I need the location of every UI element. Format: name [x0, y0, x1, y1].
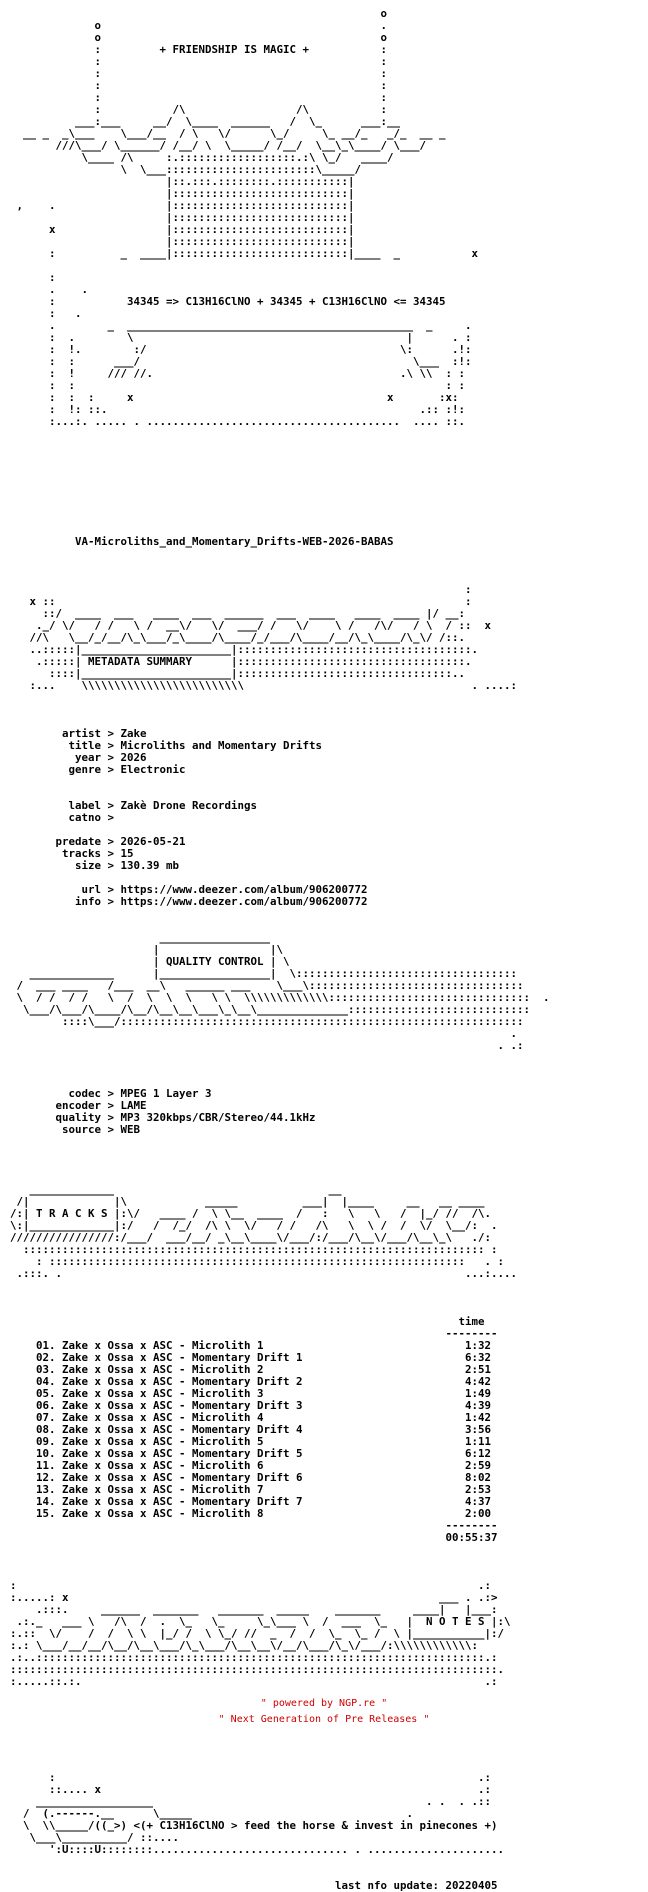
nfo-line: 14. Zake x Ossa x ASC - Momentary Drift 7 4:37	[10, 1495, 492, 1508]
nfo-line: \ / / / / \ / \ \ \ \ \ \\\\\\\\\\\\\::::::::::::::::::::::::::::::: .	[10, 991, 550, 1004]
nfo-line: --------	[10, 1519, 498, 1532]
nfo-line: 01. Zake x Ossa x ASC - Microlith 1 1:32	[10, 1339, 492, 1352]
nfo-line: |:::::::::::::::::::::::::::|	[10, 235, 355, 248]
nfo-line: _________________	[10, 931, 271, 944]
nfo-line: 07. Zake x Ossa x ASC - Microlith 4 1:42	[10, 1411, 492, 1424]
nfo-line: : . \ | . :	[10, 331, 472, 344]
nfo-line: |:::::::::::::::::::::::::::|	[10, 187, 355, 200]
nfo-line: / ___ ____ /___ __\ ______ ___ \___\:::::::::::::::::::::::::::::::::	[10, 979, 524, 992]
nfo-line: \___\__________/ ::....	[10, 1831, 180, 1844]
nfo-line: | |\	[10, 943, 284, 956]
nfo-line: ._/ \/ / / \ / __\/ \/ ___/ / \/ \ / /\/ / \ / :: x	[10, 619, 492, 632]
nfo-line: : /\ /\ :	[10, 103, 388, 116]
nfo-line: |::.:::.::::::::.:::::::::::|	[10, 175, 355, 188]
nfo-line: 08. Zake x Ossa x ASC - Momentary Drift 4 3:56	[10, 1423, 492, 1436]
nfo-line: year > 2026	[10, 751, 147, 764]
nfo-line: o .	[10, 19, 388, 32]
nfo-line: url > https://www.deezer.com/album/906200772	[10, 883, 368, 896]
nfo-line: title > Microliths and Momentary Drifts	[10, 739, 323, 752]
nfo-line: :.....: x ___ . .:>	[10, 1591, 498, 1604]
nfo-line: : .:	[10, 1771, 492, 1784]
nfo-line: encoder > LAME	[10, 1099, 147, 1112]
nfo-line: | QUALITY CONTROL | \	[10, 955, 290, 968]
nfo-line: 11. Zake x Ossa x ASC - Microlith 6 2:59	[10, 1459, 492, 1472]
nfo-line: : + FRIENDSHIP IS MAGIC + :	[10, 43, 388, 56]
nfo-line: source > WEB	[10, 1123, 141, 1136]
nfo-line: : _ ____|:::::::::::::::::::::::::::|____ _ x	[10, 247, 479, 260]
nfo-line: \ \___:::::::::::::::::::::::\_____/	[10, 163, 368, 176]
nfo-line: : !: ::. .:: :!:	[10, 403, 466, 416]
nfo-line: 04. Zake x Ossa x ASC - Momentary Drift 2 4:42	[10, 1375, 492, 1388]
nfo-line: 09. Zake x Ossa x ASC - Microlith 5 1:11	[10, 1435, 492, 1448]
nfo-line: 12. Zake x Ossa x ASC - Momentary Drift 6 8:02	[10, 1471, 492, 1484]
nfo-line: : :	[10, 91, 388, 104]
nfo-line: . .:	[10, 1039, 524, 1052]
nfo-line: : :	[10, 55, 388, 68]
nfo-line: 10. Zake x Ossa x ASC - Momentary Drift 5 6:12	[10, 1447, 492, 1460]
nfo-line: ':U::::U::::::::.............................. . .....................	[10, 1843, 505, 1856]
nfo-line: : : ___/ \___ :!:	[10, 355, 472, 368]
nfo-line: : ! /// //. .\ \\ : :	[10, 367, 466, 380]
nfo-line: : : : :	[10, 379, 466, 392]
nfo-line: :.....::.:. .:	[10, 1675, 498, 1688]
nfo-line: 05. Zake x Ossa x ASC - Microlith 3 1:49	[10, 1387, 492, 1400]
nfo-line: ::::\___/::::::::::::::::::::::::::::::::::::::::::::::::::::::::::::::	[10, 1015, 524, 1028]
nfo-line: 03. Zake x Ossa x ASC - Microlith 2 2:51	[10, 1363, 492, 1376]
nfo-line: :	[10, 271, 56, 284]
nfo-line: :...:. ..... . ....................................... .... ::.	[10, 415, 466, 428]
nfo-line: label > Zakè Drone Recordings	[10, 799, 258, 812]
nfo-line: last nfo update: 20220405	[10, 1879, 498, 1892]
nfo-line: :... \\\\\\\\\\\\\\\\\\\\\\\\\ . ....:	[10, 679, 518, 692]
nfo-line: ___:___ __/ \____ ______ / \_ ___:__	[10, 115, 401, 128]
nfo-line: .:::. . ...:....	[10, 1267, 518, 1280]
nfo-line: :.:: \/ / / \ \ |_/ / \ \_/ // _ / / \_ \_ / \ |___________|:/	[10, 1627, 505, 1640]
nfo-line: genre > Electronic	[10, 763, 186, 776]
nfo-line: __ _ _\___ \___/__ / \ \/ \_/ \_ __/_ _/_ __ _	[10, 127, 446, 140]
footer	[0, 1696, 648, 1728]
nfo-line: quality > MP3 320kbps/CBR/Stereo/44.1kHz	[10, 1111, 316, 1124]
nfo-line: .:..:::::::::::::::::::::::::::::::::::::::::::::::::::::::::::::::::::::.:	[10, 1651, 498, 1664]
nfo-line: 02. Zake x Ossa x ASC - Momentary Drift 1 6:32	[10, 1351, 492, 1364]
nfo-line: _____________ __	[10, 1183, 342, 1196]
nfo-line: . _ ____________________________________________ _ .	[10, 319, 472, 332]
nfo-line: 06. Zake x Ossa x ASC - Momentary Drift 3 4:39	[10, 1399, 492, 1412]
nfo-line: tracks > 15	[10, 847, 134, 860]
footer-tagline: " Next Generation of Pre Releases "	[218, 1714, 430, 1725]
nfo-line: x :: :	[10, 595, 472, 608]
nfo-line: info > https://www.deezer.com/album/906200772	[10, 895, 368, 908]
nfo-line: catno >	[10, 811, 115, 824]
nfo-ascii-art	[10, 8, 550, 1892]
nfo-line: ::::|_______________________|:::::::::::::::::::::::::::::::::..	[10, 667, 466, 680]
nfo-line: x |:::::::::::::::::::::::::::|	[10, 223, 355, 236]
nfo-line: predate > 2026-05-21	[10, 835, 186, 848]
nfo-line: \____ /\ :.::::::::::::::::::.:\ \_/ ____/	[10, 151, 394, 164]
nfo-line: . .	[10, 283, 89, 296]
nfo-line: codec > MPEG 1 Layer 3	[10, 1087, 212, 1100]
nfo-line: ::.... x .:	[10, 1783, 492, 1796]
nfo-line: ::::::::::::::::::::::::::::::::::::::::::::::::::::::::::::::::::::::: :	[10, 1243, 498, 1256]
nfo-line: : : : x x :x:	[10, 391, 459, 404]
nfo-line: : :	[10, 67, 388, 80]
nfo-line: :::::::::::::::::::::::::::::::::::::::::::::::::::::::::::::::::::::::::::.	[10, 1663, 505, 1676]
nfo-line: /:| T R A C K S |:\/ ____ / \ \__ ____ / : \ \ / |_/ // /\.	[10, 1207, 492, 1220]
nfo-line: size > 130.39 mb	[10, 859, 180, 872]
nfo-line: artist > Zake	[10, 727, 147, 740]
nfo-line: :.: \___/__/__/\__/\__\___/\_\___/\__\__\/__/\___/\_\/___/:\\\\\\\\\\\\:	[10, 1639, 479, 1652]
nfo-line: time	[10, 1315, 485, 1328]
nfo-line: --------	[10, 1327, 498, 1340]
nfo-line: .:::. ______ _______ _______ _____ _______ ____| |___:	[10, 1603, 498, 1616]
nfo-line: \:|_____________|:/ / /_/ /\ \ \/ / / /\ \ \ / / \/ \__/: .	[10, 1219, 498, 1232]
nfo-line: //\ \__/_/__/\_\___/_\____/\____/_/___/\____/__/\_\____/\_\/ /::.	[10, 631, 466, 644]
nfo-line: .:._ ___ \ /\ / . \_ \_ \_\___ \ / ___ \_ | N O T E S |:\	[10, 1615, 511, 1628]
nfo-line: 00:55:37	[10, 1531, 498, 1544]
nfo-line: \___/\___/\____/\__/\__\__\___\_\__\______________::::::::::::::::::::::::::::	[10, 1003, 531, 1016]
nfo-line: : .:	[10, 1579, 492, 1592]
nfo-line: o	[10, 7, 388, 20]
nfo-line: ///\___/ \______/ /__/ \ \_____/ /__/ \__\_\____/ \___/	[10, 139, 427, 152]
footer-powered-by[interactable]: " powered by NGP.re "	[260, 1698, 388, 1709]
nfo-line: : :	[10, 79, 388, 92]
nfo-line: : .	[10, 307, 82, 320]
nfo-line: ////////////////:/___/ ___/__/ _\__\____\/___/:/___/\__\/___/\__\_\ ./:	[10, 1231, 492, 1244]
nfo-line: , . |:::::::::::::::::::::::::::|	[10, 199, 355, 212]
nfo-line: o o	[10, 31, 388, 44]
nfo-line: 13. Zake x Ossa x ASC - Microlith 7 2:53	[10, 1483, 492, 1496]
nfo-line: VA-Microliths_and_Momentary_Drifts-WEB-2026-BABAS	[10, 535, 394, 548]
nfo-line: .:::::| METADATA SUMMARY |:::::::::::::::::::::::::::::::::::.	[10, 655, 472, 668]
nfo-line: \ \\_____/((_>) <(+ C13H16ClNO > feed the horse & invest in pinecones +)	[10, 1819, 498, 1832]
nfo-line: :	[10, 583, 472, 596]
nfo-line: __________________ . . . .::	[10, 1795, 492, 1808]
nfo-line: ::/ ____ ___ ____ ___ ______ ___ ____ ____ ____ |/ __:	[10, 607, 466, 620]
nfo-line: : 34345 => C13H16ClNO + 34345 + C13H16ClNO <= 34345	[10, 295, 446, 308]
nfo-line: ..:::::|_______________________|::::::::::::::::::::::::::::::::::::.	[10, 643, 479, 656]
nfo-line: |:::::::::::::::::::::::::::|	[10, 211, 355, 224]
nfo-line: .	[10, 1027, 518, 1040]
nfo-line: / (.------.__ \_____ .	[10, 1807, 414, 1820]
nfo-line: 15. Zake x Ossa x ASC - Microlith 8 2:00	[10, 1507, 492, 1520]
nfo-line: /| |\ _____ ___| |____ __ __ ____	[10, 1195, 485, 1208]
nfo-line: : !. :/ \: .!:	[10, 343, 472, 356]
nfo-line: : :::::::::::::::::::::::::::::::::::::::::::::::::::::::::::::::: . :	[10, 1255, 505, 1268]
nfo-line: _____________ |_________________| \::::::::::::::::::::::::::::::::::	[10, 967, 518, 980]
